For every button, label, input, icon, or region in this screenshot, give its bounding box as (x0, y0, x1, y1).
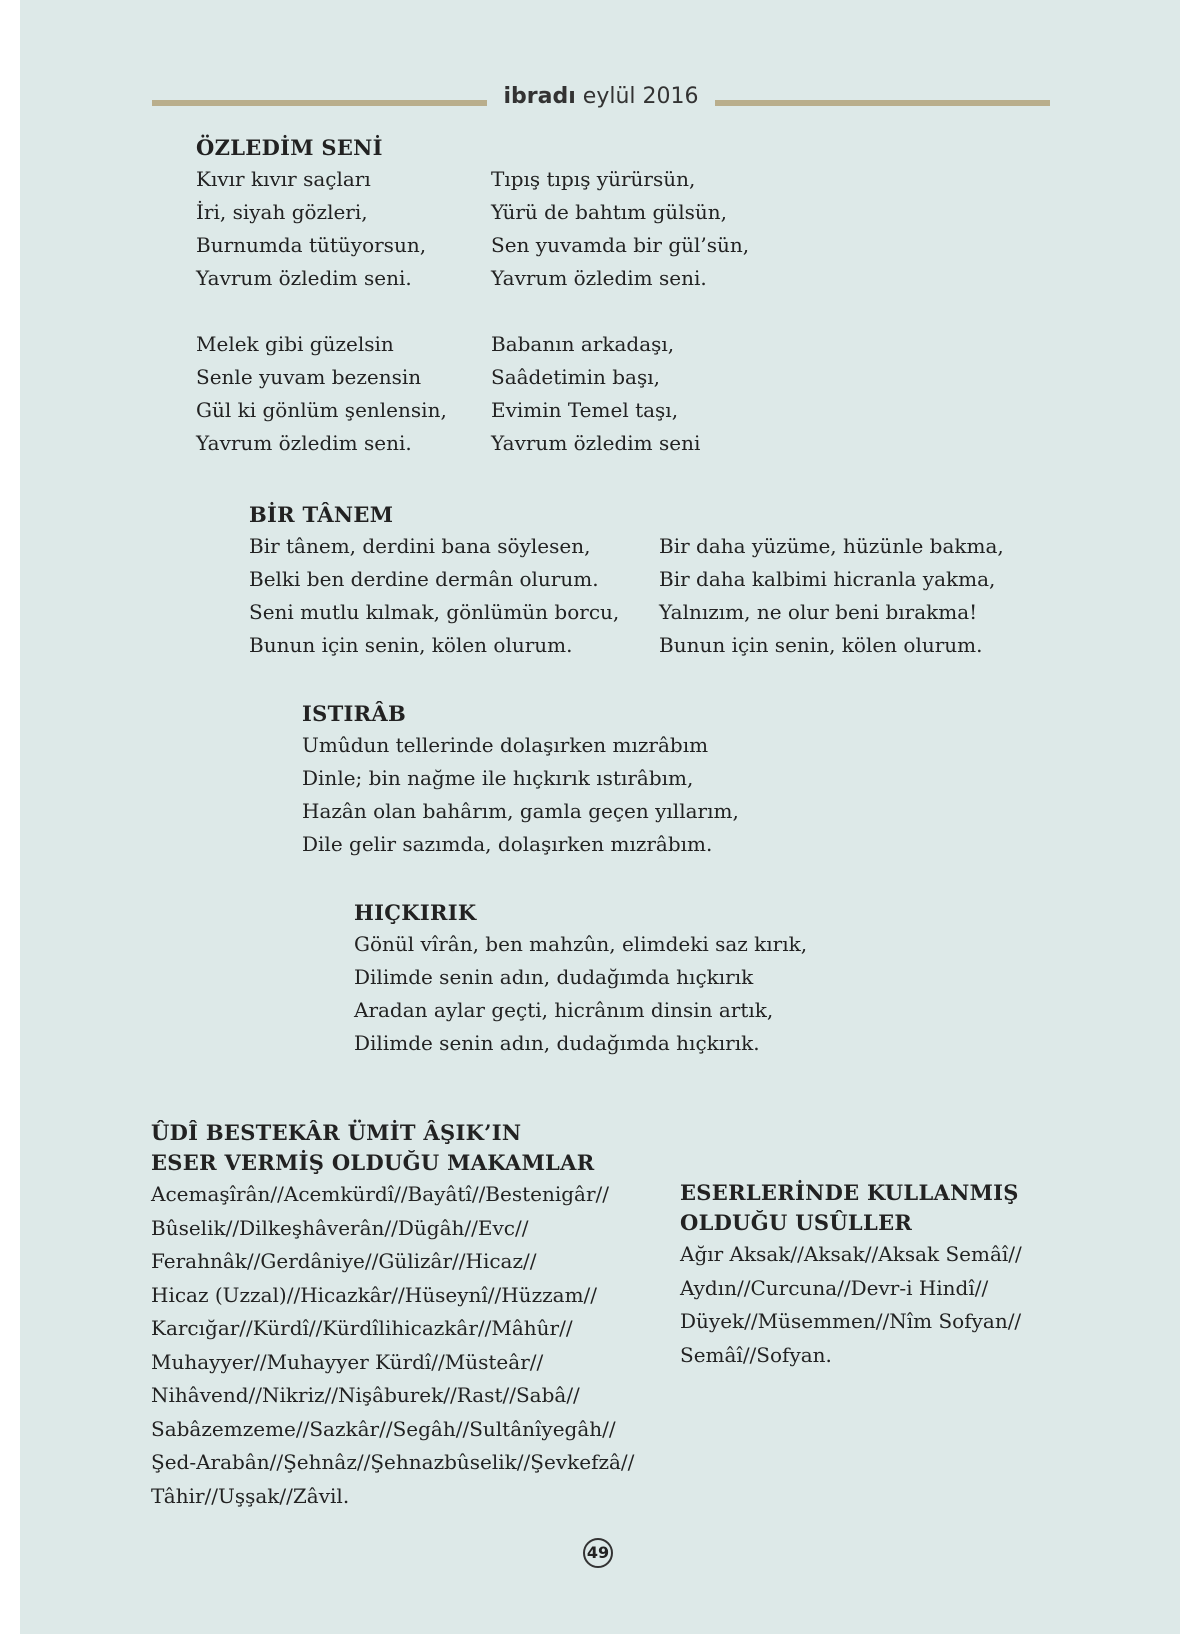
poem-title: BİR TÂNEM (249, 502, 394, 527)
poem-hickirik (354, 898, 807, 1060)
verse-line: Yürü de bahtım gülsün, (491, 200, 727, 224)
verse-line: Hazân olan bahârım, gamla geçen yıllarım, (302, 799, 739, 823)
verse-line: Yalnızım, ne olur beni bırakma! (659, 600, 978, 624)
poem-column-right (491, 163, 749, 460)
makamlar-section (151, 1118, 634, 1513)
section-title-line: ESER VERMİŞ OLDUĞU MAKAMLAR (151, 1150, 595, 1175)
verse-line: Yavrum özledim seni (491, 431, 701, 455)
usul-list (680, 1238, 1022, 1372)
list-line: Şed-Arabân//Şehnâz//Şehnazbûselik//Şevkefzâ// (151, 1450, 635, 1474)
poem-column-left (249, 530, 659, 662)
header-text (487, 84, 715, 109)
verse-line: Dilimde senin adın, dudağımda hıçkırık. (354, 1031, 760, 1055)
stanza (196, 328, 491, 460)
verse-line: Saâdetimin başı, (491, 365, 660, 389)
verse-line: Seni mutlu kılmak, gönlümün borcu, (249, 600, 620, 624)
poem-columns (249, 530, 1004, 662)
verse-line: Gönül vîrân, ben mahzûn, elimdeki saz kırık, (354, 932, 808, 956)
verse-line: Belki ben derdine dermân olurum. (249, 567, 599, 591)
verse-line: Bunun için senin, kölen olurum. (249, 633, 573, 657)
section-title-line: OLDUĞU USÛLLER (680, 1210, 913, 1235)
poem-column-left (196, 163, 491, 460)
verse-line: Bir tânem, derdini bana söylesen, (249, 534, 591, 558)
section-title (680, 1178, 1022, 1238)
verse-line: Gül ki gönlüm şenlensin, (196, 398, 447, 422)
list-line: Acemaşîrân//Acemkürdî//Bayâtî//Bestenigâr// (151, 1182, 610, 1206)
verse-line: Yavrum özledim seni. (196, 431, 412, 455)
verse-line: Bunun için senin, kölen olurum. (659, 633, 983, 657)
issue-date: eylül 2016 (582, 84, 699, 109)
verse-line: Umûdun tellerinde dolaşırken mızrâbım (302, 733, 709, 757)
verse-line: Kıvır kıvır saçları (196, 167, 371, 191)
list-line: Ağır Aksak//Aksak//Aksak Semâî// (680, 1242, 1022, 1266)
verse-line: Bir daha yüzüme, hüzünle bakma, (659, 534, 1004, 558)
poem-title: HIÇKIRIK (354, 900, 477, 925)
verse-line: Yavrum özledim seni. (491, 266, 707, 290)
stanza (354, 928, 807, 1060)
verse-line: Bir daha kalbimi hicranla yakma, (659, 567, 996, 591)
makam-list (151, 1178, 634, 1513)
poem-columns (196, 163, 749, 460)
stanza (302, 729, 739, 861)
usuller-section (680, 1178, 1022, 1372)
header-rule-left (152, 100, 487, 106)
stanza (196, 163, 491, 295)
list-line: Nihâvend//Nikriz//Nişâburek//Rast//Sabâ// (151, 1383, 580, 1407)
poem-bir-tanem (249, 500, 1004, 662)
section-title-line: ESERLERİNDE KULLANMIŞ (680, 1180, 1019, 1205)
verse-line: Senle yuvam bezensin (196, 365, 422, 389)
verse-line: Burnumda tütüyorsun, (196, 233, 427, 257)
stanza (491, 328, 749, 460)
list-line: Aydın//Curcuna//Devr-i Hindî// (680, 1275, 989, 1300)
verse-line: Evimin Temel taşı, (491, 398, 679, 422)
magazine-name: ibradı (503, 84, 576, 109)
verse-line: Sen yuvamda bir gül’sün, (491, 233, 750, 257)
list-line: Sabâzemzeme//Sazkâr//Segâh//Sultânîyegâh// (151, 1416, 616, 1441)
poem-istirab (302, 699, 739, 861)
magazine-page (20, 0, 1180, 1634)
list-line: Semâî//Sofyan. (680, 1342, 832, 1367)
verse-line: Dinle; bin nağme ile hıçkırık ıstırâbım, (302, 766, 694, 790)
stanza (491, 163, 749, 295)
list-line: Ferahnâk//Gerdâniye//Gülizâr//Hicaz// (151, 1249, 537, 1273)
verse-line: Dile gelir sazımda, dolaşırken mızrâbım. (302, 832, 713, 856)
stanza (249, 530, 659, 662)
verse-line: İri, siyah gözleri, (196, 200, 368, 224)
page-number: 49 (583, 1538, 613, 1568)
stanza (659, 530, 1004, 662)
list-line: Tâhir//Uşşak//Zâvil. (151, 1483, 350, 1508)
list-line: Muhayyer//Muhayyer Kürdî//Müsteâr// (151, 1349, 544, 1374)
poem-column-right (659, 530, 1004, 662)
section-title-line: ÛDÎ BESTEKÂR ÜMİT ÂŞIK’IN (151, 1120, 522, 1145)
verse-line: Melek gibi güzelsin (196, 332, 394, 356)
verse-line: Aradan aylar geçti, hicrânım dinsin artık, (354, 998, 774, 1022)
poem-title: ÖZLEDİM SENİ (196, 135, 383, 160)
verse-line: Yavrum özledim seni. (196, 266, 412, 290)
verse-line: Dilimde senin adın, dudağımda hıçkırık (354, 965, 754, 989)
poem-ozledim-seni (196, 133, 749, 460)
verse-line: Babanın arkadaşı, (491, 332, 675, 356)
poem-title: ISTIRÂB (302, 701, 407, 726)
header-rule-right (715, 100, 1050, 106)
verse-line: Tıpış tıpış yürürsün, (491, 167, 696, 191)
list-line: Karcığar//Kürdî//Kürdîlihicazkâr//Mâhûr// (151, 1316, 573, 1340)
list-line: Bûselik//Dilkeşhâverân//Dügâh//Evc// (151, 1215, 529, 1240)
page-header (152, 84, 1050, 114)
list-line: Hicaz (Uzzal)//Hicazkâr//Hüseynî//Hüzzam// (151, 1282, 598, 1307)
list-line: Düyek//Müsemmen//Nîm Sofyan// (680, 1309, 1022, 1333)
section-title (151, 1118, 634, 1178)
